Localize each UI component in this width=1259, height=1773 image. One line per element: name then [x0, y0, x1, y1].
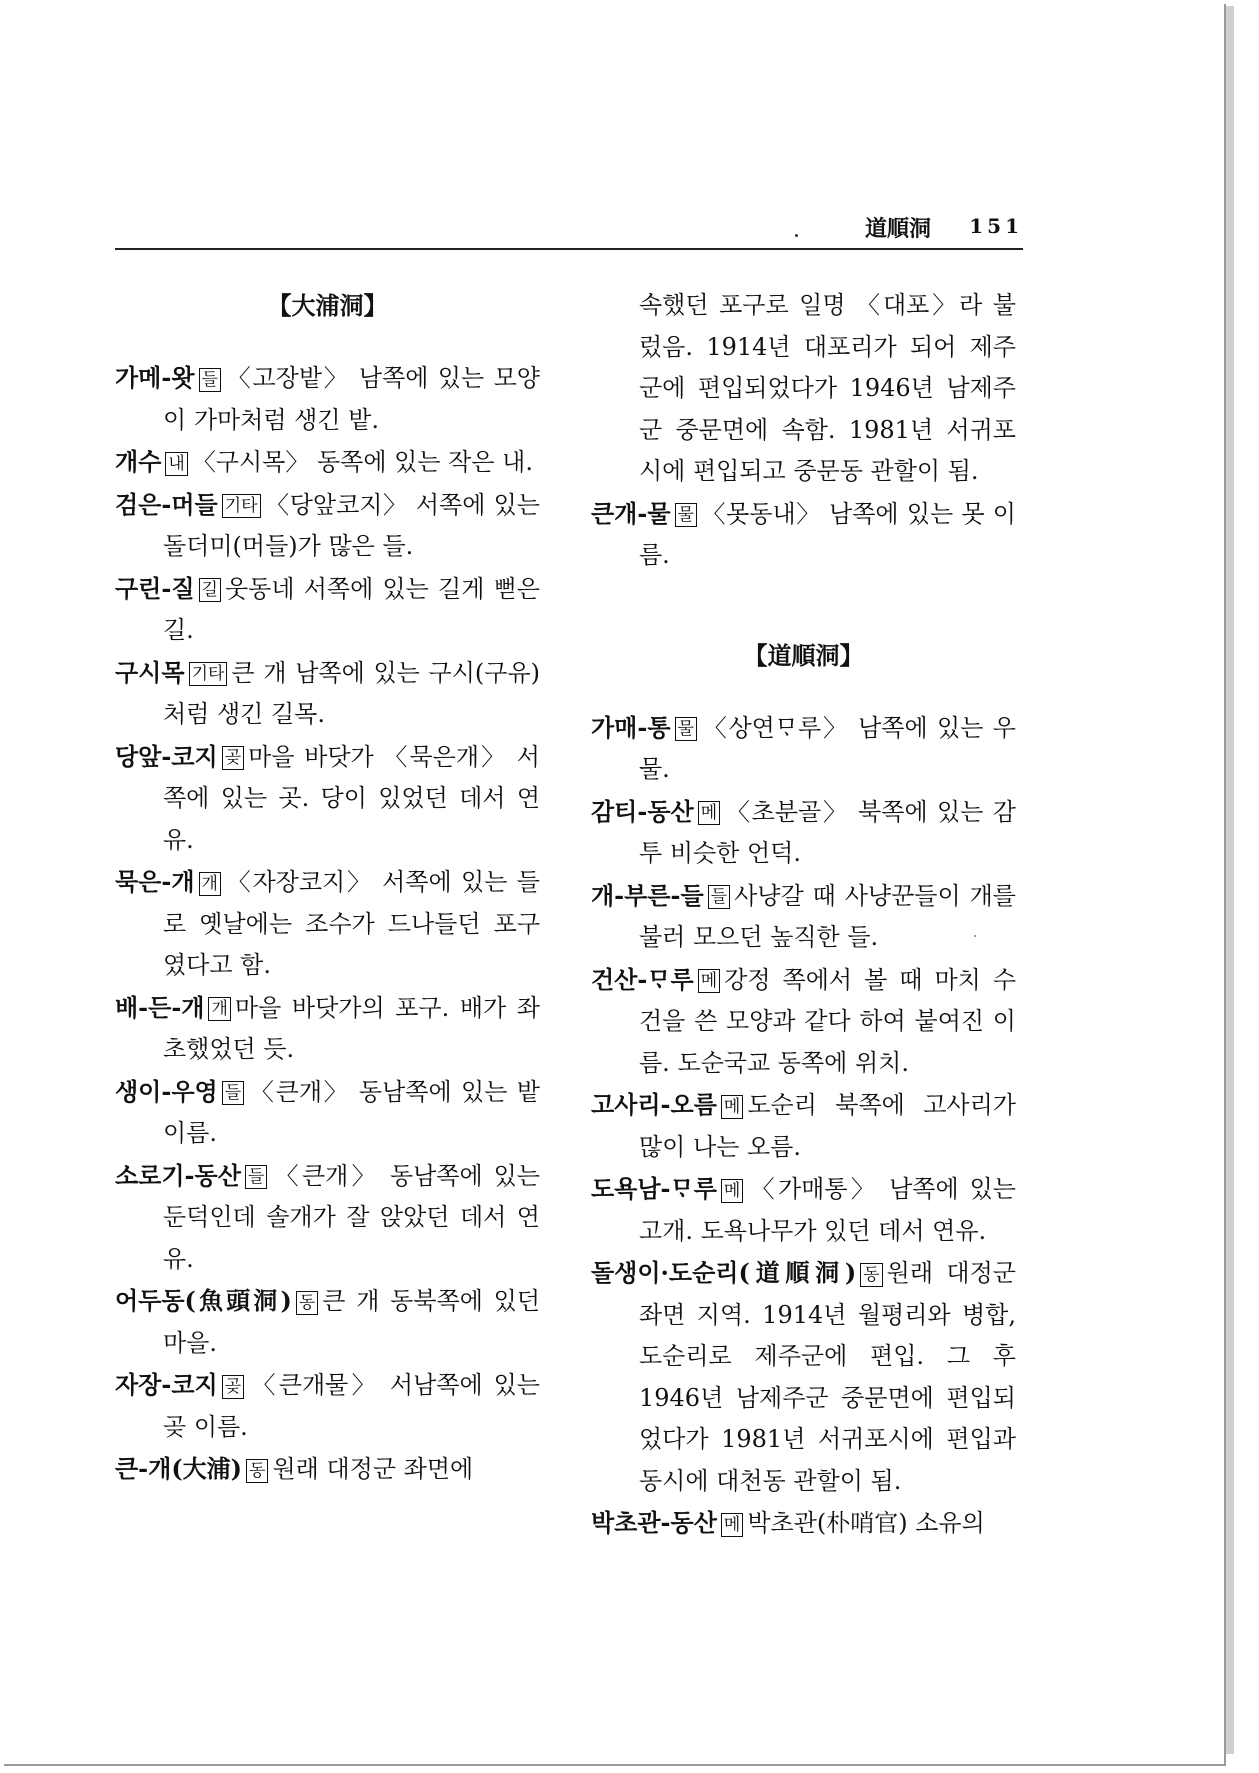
entry-category-tag: 물	[675, 503, 697, 527]
entry-definition: 웃동네 서쪽에 있는 길게 뻗은 길.	[163, 574, 540, 644]
entry-category-tag: 들	[245, 1165, 267, 1189]
entry-category-tag: 메	[698, 801, 720, 825]
entry-term: 큰개-물	[591, 498, 671, 528]
entry-definition: 〈가매통〉 남쪽에 있는 고개. 도욕나무가 있던 데서 연유.	[639, 1175, 1016, 1245]
entry-category-tag: 기타	[189, 662, 228, 686]
entry-definition: 〈큰개〉 동남쪽에 있는 둔덕인데 솔개가 잘 앉았던 데서 연유.	[163, 1161, 540, 1273]
dictionary-entry	[591, 1084, 1016, 1168]
dictionary-entry	[115, 357, 540, 441]
entry-category-tag: 기타	[222, 494, 261, 518]
entry-category-tag: 동	[860, 1263, 882, 1287]
entry-definition: 마을 바닷가 〈묵은개〉 서쪽에 있는 곳. 당이 있었던 데서 연유.	[163, 742, 540, 854]
dictionary-entry	[115, 1448, 540, 1491]
entry-category-tag: 물	[675, 717, 697, 741]
dictionary-entry	[591, 959, 1016, 1085]
dictionary-entry	[591, 791, 1016, 875]
dictionary-entry	[115, 1280, 540, 1364]
entry-definition: 〈고장밭〉 남쪽에 있는 모양이 가마처럼 생긴 밭.	[163, 364, 540, 434]
entry-term: 가메-왓	[115, 363, 195, 392]
entry-term: 개수	[115, 447, 162, 476]
entry-definition: 〈상연ᄆᆞ루〉 남쪽에 있는 우물.	[639, 713, 1016, 783]
dictionary-entry	[115, 652, 540, 736]
header-title: 道順洞	[864, 216, 931, 242]
entry-term: 자장-코지	[115, 1370, 218, 1399]
dictionary-entry	[115, 441, 540, 484]
entry-category-tag: 동	[296, 1291, 318, 1315]
dictionary-entry	[591, 493, 1016, 577]
entry-category-tag: 들	[222, 1081, 244, 1105]
entry-category-tag: 들	[199, 368, 221, 392]
page-number: 151	[969, 214, 1023, 238]
entry-definition: 사냥갈 때 사냥꾼들이 개를 불러 모으던 높직한 들.	[639, 881, 1016, 951]
entry-term: 감티-동산	[591, 796, 694, 826]
entry-term: 소로기-동산	[115, 1160, 241, 1190]
entry-category-tag: 개	[199, 872, 221, 896]
entry-term: 어두동(魚頭洞)	[115, 1286, 292, 1315]
dictionary-entry	[115, 1155, 540, 1281]
entry-category-tag: 메	[721, 1179, 743, 1203]
entry-term: 생이-우영	[115, 1076, 218, 1106]
dictionary-entry	[115, 568, 540, 652]
section-title-dosun: 【道順洞】	[743, 640, 864, 670]
right-top-entry-list	[591, 493, 1016, 577]
entry-category-tag: 길	[199, 578, 221, 602]
entry-definition: 마을 바닷가의 포구. 배가 좌초했었던 듯.	[163, 993, 540, 1063]
dictionary-entry	[115, 1364, 540, 1448]
entry-category-tag: 메	[721, 1513, 743, 1537]
entry-definition: 〈초분골〉 북쪽에 있는 감투 비슷한 언덕.	[639, 797, 1016, 867]
dictionary-entry	[591, 707, 1016, 791]
entry-term: 박초관-동산	[591, 1508, 717, 1537]
entry-category-tag: 메	[698, 969, 720, 993]
entry-definition: 〈당앞코지〉 서쪽에 있는 돌더미(머들)가 많은 들.	[163, 490, 540, 560]
right-column	[591, 285, 1016, 1545]
entry-term: 큰-개(大浦)	[115, 1454, 243, 1483]
dictionary-entry	[115, 1071, 540, 1155]
section-title-daepo: 【大浦洞】	[267, 291, 388, 320]
entry-term: 개-부른-들	[591, 880, 704, 910]
entry-term: 묵은-개	[115, 867, 195, 896]
dictionary-entry	[115, 861, 540, 987]
entry-category-tag: 곶	[222, 1375, 244, 1399]
entry-term: 가매-통	[591, 712, 671, 742]
entry-term: 당앞-코지	[115, 741, 218, 771]
entry-category-tag: 메	[721, 1095, 743, 1119]
entry-definition: 〈큰개〉 동남쪽에 있는 밭 이름.	[163, 1077, 540, 1147]
dictionary-entry	[115, 484, 540, 568]
entry-continuation: 속했던 포구로 일명 〈대포〉라 불렀음. 1914년 대포리가 되어 제주군에 편입되었다가 1946년 남제주군 중문면에 속함. 1981년 서귀포시에 편입되고 중문동 관할이 됨.	[639, 291, 1016, 485]
right-entry-list	[591, 707, 1016, 1545]
entry-term: 배-든-개	[115, 992, 205, 1022]
entry-term: 검은-머들	[115, 489, 218, 519]
dictionary-entry	[591, 1502, 1016, 1545]
dictionary-entry	[591, 1252, 1016, 1502]
entry-category-tag: 개	[208, 997, 230, 1021]
entry-definition: 도순리 북쪽에 고사리가 많이 나는 오름.	[639, 1091, 1016, 1161]
dictionary-entry	[115, 736, 540, 862]
entry-category-tag: 내	[165, 452, 187, 476]
entry-definition: 큰 개 남쪽에 있는 구시(구유)처럼 생긴 길목.	[163, 658, 540, 728]
entry-term: 구시목	[115, 657, 185, 687]
entry-definition: 〈자장코지〉 서쪽에 있는 들로 옛날에는 조수가 드나들던 포구였다고 함.	[163, 868, 540, 979]
dictionary-entry	[115, 987, 540, 1071]
entry-definition: 큰 개 동북쪽에 있던 마을.	[163, 1287, 541, 1357]
entry-category-tag: 동	[246, 1459, 268, 1483]
scan-speck	[974, 935, 976, 937]
entry-term: 고사리-오름	[591, 1090, 717, 1119]
entry-term: 건산-ᄆᆞ루	[591, 964, 694, 994]
entry-term: 돌생이·도순리(道順洞)	[591, 1258, 857, 1287]
entry-definition: 〈큰개물〉 서남쪽에 있는 곶 이름.	[163, 1371, 540, 1441]
entry-definition: 박초관(朴哨官) 소유의	[747, 1509, 985, 1537]
entry-definition: 원래 대정군 좌면에	[272, 1455, 474, 1483]
entry-term: 도욕남-ᄆᆞ루	[591, 1174, 717, 1203]
left-entry-list	[115, 357, 540, 1491]
entry-category-tag: 들	[708, 885, 730, 909]
entry-definition: 〈못동내〉 남쪽에 있는 못 이름.	[639, 499, 1016, 569]
dictionary-entry	[591, 875, 1016, 959]
header-dot	[795, 234, 798, 237]
left-column	[115, 285, 540, 1491]
running-header	[115, 212, 1023, 250]
entry-term: 구린-질	[115, 573, 195, 603]
dictionary-entry	[591, 1168, 1016, 1252]
entry-definition: 원래 대정군 좌면 지역. 1914년 월평리와 병합, 도순리로 제주군에 편입. 그 후 1946년 남제주군 중문면에 편입되었다가 1981년 서귀포시에 편입과 동시에 대천동 관할이 됨.	[639, 1259, 1016, 1495]
entry-category-tag: 곶	[222, 746, 244, 770]
entry-definition: 〈구시목〉 동쪽에 있는 작은 내.	[191, 448, 533, 476]
entry-definition: 강정 쪽에서 볼 때 마치 수건을 쓴 모양과 같다 하여 붙여진 이름. 도순국교 동쪽에 위치.	[639, 965, 1016, 1077]
